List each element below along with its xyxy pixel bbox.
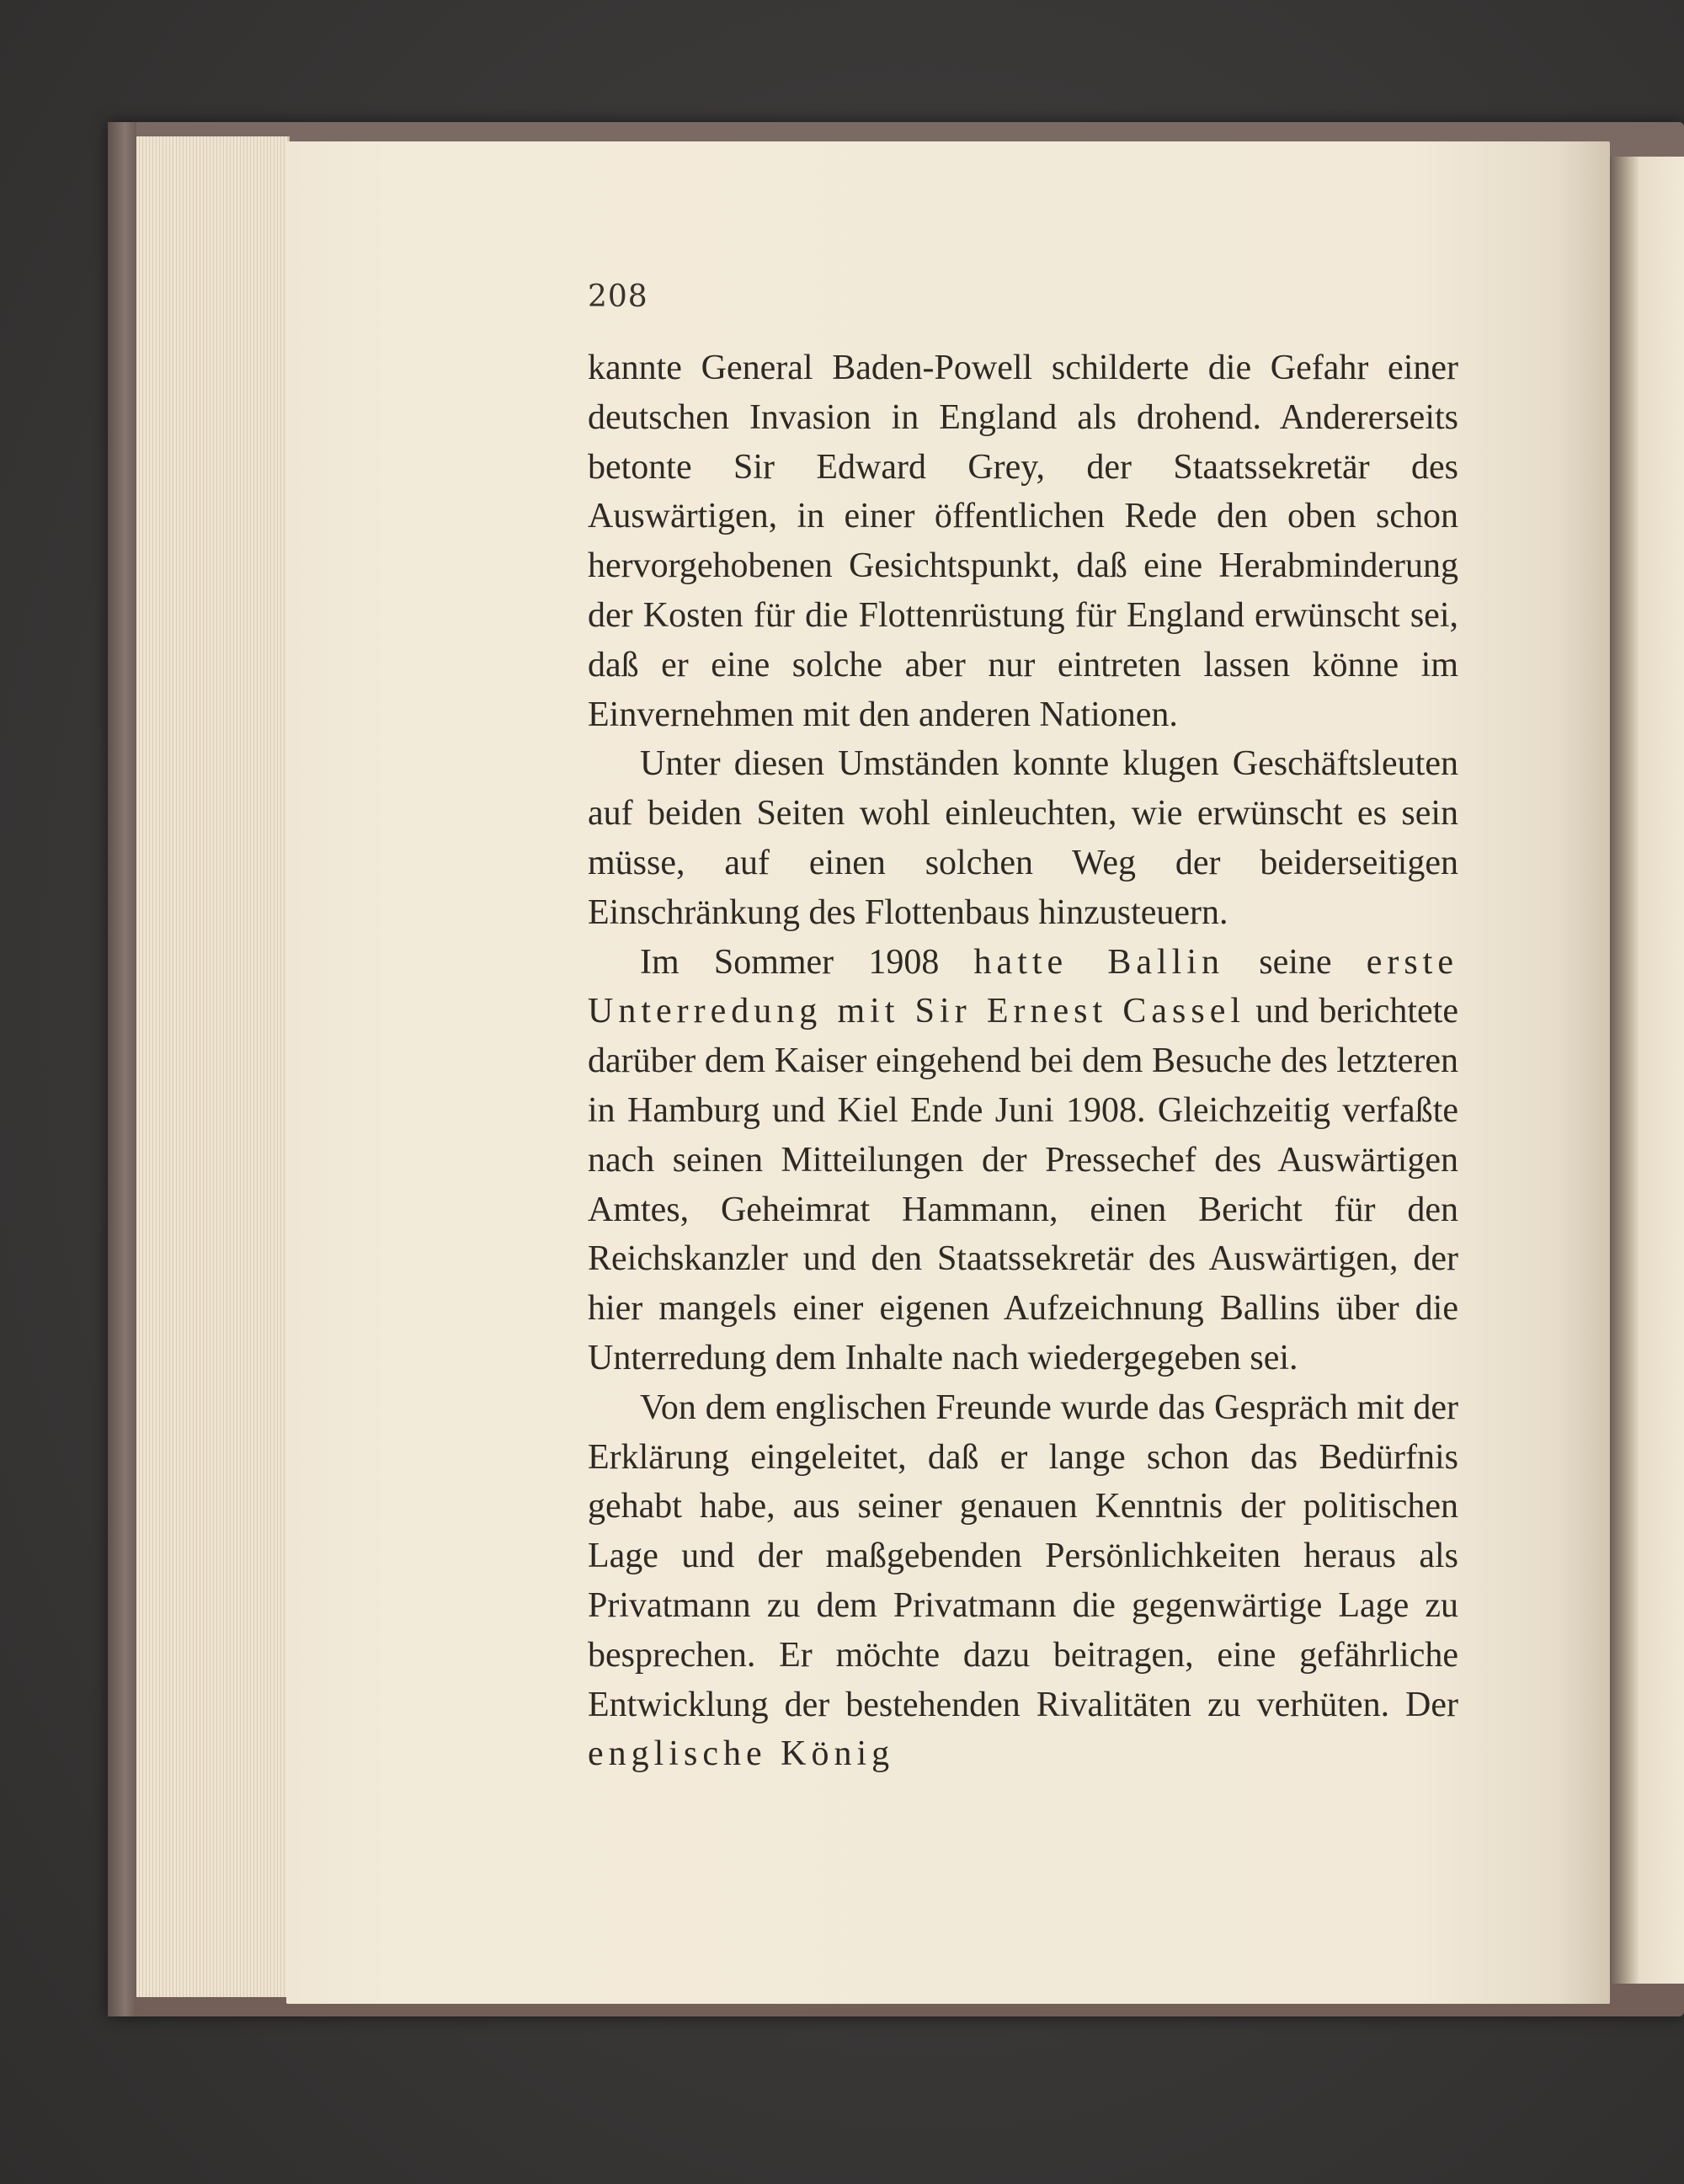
text-run: seine <box>1224 942 1367 982</box>
page-number: 208 <box>588 280 648 314</box>
book-spine-edge <box>108 122 136 2016</box>
paragraph <box>588 739 1458 937</box>
page-edges <box>136 136 290 1997</box>
emphasized-text: erste Unterredung mit Sir Ernest Cassel <box>588 942 1458 1031</box>
paragraph <box>588 1383 1458 1779</box>
text-run: Unter diesen Umständen konnte klugen Geschäftsleuten auf beiden Seiten wohl einleuchten, wie erwünscht es sein müsse, auf einen solchen Weg der beiderseitigen Einschränkung des Flottenbaus hinzusteuern. <box>588 744 1458 932</box>
emphasized-text: englische König <box>588 1734 895 1774</box>
text-run: Von dem englischen Freunde wurde das Gespräch mit der Erklärung eingeleitet, daß er lange schon das Bedürfnis gehabt habe, aus seiner genauen Kenntnis der politischen Lage und der maßgebenden Persönlichkeiten heraus als Privatmann zu dem Privatmann die gegenwärtige Lage zu besprechen. Er möchte dazu beitragen, eine gefährliche Entwicklung der bestehenden Rivalitäten zu verhüten. Der <box>588 1388 1458 1724</box>
body-text <box>588 344 1458 1779</box>
text-run: und berichtete darüber dem Kaiser eingehend bei dem Besuche des letzteren in Hamburg und Kiel Ende Juni 1908. Gleichzeitig verfaßte nach seinen Mitteilungen der Pressechef des Auswärtigen Amtes, Geheimrat Hammann, einen Bericht für den Reichskanzler und den Staatssekretär des Auswärtigen, der hier mangels einer eigenen Aufzeichnung Ballins über die Unterredung dem Inhalte nach wiedergegeben sei. <box>588 992 1458 1377</box>
paragraph <box>588 344 1458 739</box>
paragraph <box>588 938 1458 1383</box>
text-run: Im Sommer 1908 <box>640 942 974 982</box>
emphasized-text: hatte Ballin <box>973 942 1225 982</box>
facing-page-edge <box>1610 157 1684 1984</box>
text-run: kannte General Baden-Powell schilderte die Gefahr einer deutschen Invasion in England als drohend. Andererseits betonte Sir Edward Grey, der Staatssekretär des Auswärtigen, in einer öffentlichen Rede den oben schon hervorgehobenen Gesichtspunkt, daß eine Herabminderung der Kosten für die Flottenrüstung für England erwünscht sei, daß er eine solche aber nur eintreten lassen könne im Einvernehmen mit den anderen Nationen. <box>588 349 1458 734</box>
